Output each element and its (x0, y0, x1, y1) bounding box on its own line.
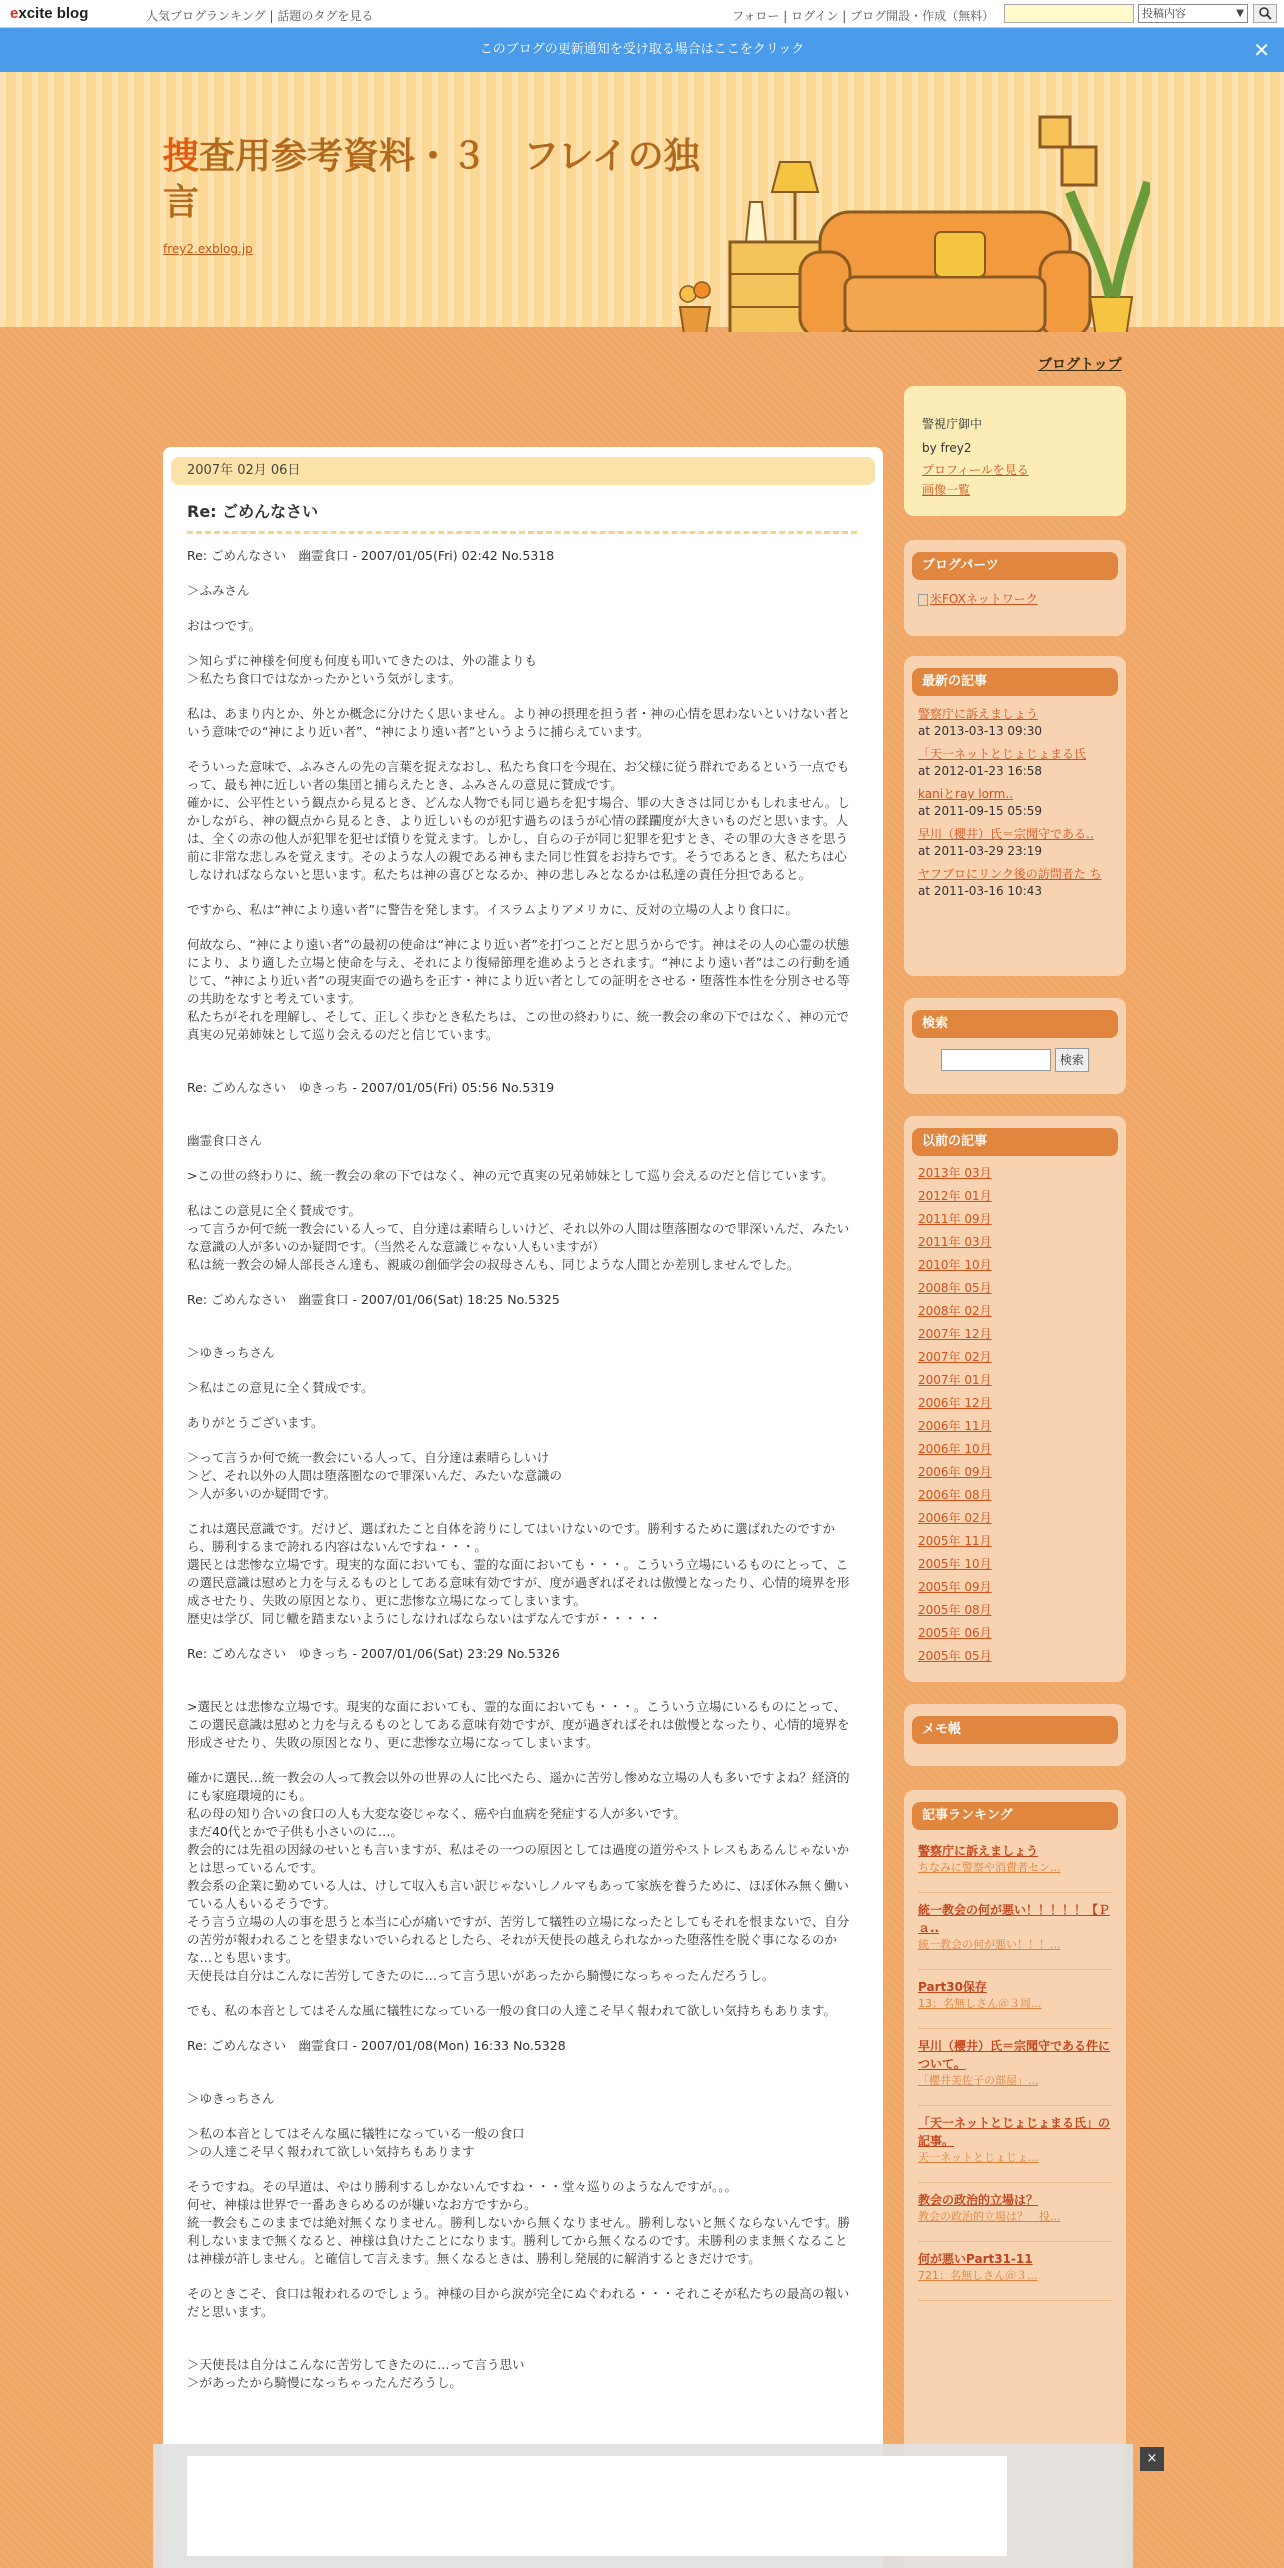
ranking-excerpt-link[interactable]: 統一教会の何が悪い！！！... (918, 1938, 1061, 1951)
ranking-excerpt-link[interactable]: 「櫻井美佐子の部屋」... (918, 2074, 1039, 2087)
post-paragraph: Re: ごめんなさい 幽霊食口 - 2007/01/05(Fri) 02:42 No.5318 (187, 548, 555, 563)
post-paragraph: ありがとうございます。 (187, 1415, 324, 1430)
blog-header (0, 72, 1284, 327)
archive-month-link[interactable]: 2006年 12月 (918, 1396, 992, 1410)
post-paragraph: でも、私の本音としてはそんな風に犠牲になっている一般の食口の人達こそ早く報われて欲しい気持ちもあります。 (187, 2003, 837, 2018)
update-notify-banner[interactable] (0, 28, 1284, 72)
blog-url-link[interactable]: frey2.exblog.jp (163, 242, 253, 256)
ranking-excerpt-link[interactable]: 13：名無しさん＠３周... (918, 1997, 1042, 2010)
post-paragraph: >選民とは悲惨な立場です。現実的な面においても、霊的な面においても・・・。こういう立場にいるものにとって、この選民意識は慰めと力を与えるものとしてある意味有効ですが、度が過ぎればそれは傲慢となったり、心情的境界を形成させたり、失敗の原因となり、更に悲惨な立場になってしまいます。 (187, 1699, 850, 1750)
ranking-title-link[interactable]: 警察庁に訴えましょう (918, 1844, 1039, 1858)
post-paragraph: 私は、あまり内とか、外とか概念に分けたく思いません。より神の摂理を担う者・神の心情を思わないといけない者という意味での“神により近い者”、“神により遠い者”というように捕らえています。 (187, 706, 851, 739)
search-heading: 検索 (912, 1010, 1118, 1038)
archive-month-link[interactable]: 2008年 02月 (918, 1304, 992, 1318)
post-paragraph: ＞知らずに神様を何度も何度も叩いてきたのは、外の誰よりも ＞私たち食口ではなかったかという気がします。 (187, 653, 538, 686)
post-paragraph: 幽霊食口さん (187, 1133, 263, 1148)
memo-heading: メモ帳 (912, 1716, 1118, 1744)
archive-month-link[interactable]: 2006年 11月 (918, 1419, 992, 1433)
sidebar-search-button[interactable]: 検索 (1055, 1048, 1089, 1072)
top-links: 人気ブログランキング | 話題のタグを見る (146, 9, 374, 23)
archive-month-link[interactable]: 2005年 10月 (918, 1557, 992, 1571)
archive-month-link[interactable]: 2005年 05月 (918, 1649, 992, 1663)
post-paragraph: ＞私の本音としてはそんな風に犠牲になっている一般の食口 ＞の人達こそ早く報われて欲しい気持ちもあります (187, 2126, 525, 2159)
recent-post-link[interactable]: 早川（櫻井）氏＝宗聞守である.. (918, 827, 1094, 841)
ad-slot[interactable] (187, 2456, 1007, 2556)
archive-month-link[interactable]: 2005年 09月 (918, 1580, 992, 1594)
archive-month-link[interactable]: 2005年 06月 (918, 1626, 992, 1640)
archive-month-link[interactable]: 2007年 12月 (918, 1327, 992, 1341)
post-container (163, 447, 883, 2568)
ranking-heading: 記事ランキング (912, 1802, 1118, 1830)
blog-parts-box (904, 540, 1126, 636)
sofa-illustration (670, 102, 1150, 332)
post-paragraph: ＞ゆきっちさん (187, 1345, 275, 1360)
ranking-item (918, 2242, 1112, 2301)
post-paragraph: Re: ごめんなさい ゆきっち - 2007/01/05(Fri) 05:56 No.5319 (187, 1080, 555, 1095)
notify-text[interactable]: このブログの更新通知を受け取る場合はここをクリック (479, 42, 805, 57)
post-paragraph: 何故なら、“神により遠い者”の最初の使命は“神により近い者”を打つことだと思うからです。神はその人の心霊の状態により、より適した立場と使命を与え、それにより復帰節理を進めようとされます。“神により遠い者”はこの行動を通じて、“神により近い者”の現実面での過ちを正す・神により近い者としての証明をさせる・堕落性本性を分別させる等の共助をなすと考えています。 私たちがそれを理解し、そして、正しく歩むとき私たちは、この世の終わりに、統一教会の傘の下ではなく、神の元で真実の兄弟姉妹として巡り会えるのだと信じています。 (187, 937, 850, 1042)
archive-month-link[interactable]: 2013年 03月 (918, 1166, 992, 1180)
post-paragraph: ＞ゆきっちさん (187, 2091, 275, 2106)
post-paragraph: Re: ごめんなさい 幽霊食口 - 2007/01/06(Sat) 18:25 No.5325 (187, 1292, 560, 1307)
ranking-item (918, 1970, 1112, 2029)
title-divider (187, 531, 857, 534)
ranking-item (918, 2106, 1112, 2183)
blog-top-link[interactable]: ブログトップ (1038, 357, 1122, 373)
recent-post-link[interactable]: 「天一ネットとじょじょまる氏 (918, 747, 1087, 761)
post-paragraph: ですから、私は“神により遠い者”に警告を発します。イスラムよりアメリカに、反対の立場の人より食口に。 (187, 902, 798, 917)
archive-month-link[interactable]: 2010年 10月 (918, 1258, 992, 1272)
post-body (187, 547, 857, 2409)
blog-title[interactable]: 捜査用参考資料・３ フレイの独言 (163, 136, 700, 223)
archive-month-link[interactable]: 2006年 09月 (918, 1465, 992, 1479)
archive-month-link[interactable]: 2006年 02月 (918, 1511, 992, 1525)
ranking-title-link[interactable]: 早川（櫻井）氏＝宗聞守である件について。 (918, 2039, 1111, 2071)
post-paragraph: そのときこそ、食口は報われるのでしょう。神様の目から涙が完全にぬぐわれる・・・それこそが私たちの最高の報いだと思います。 (187, 2286, 850, 2319)
recent-posts-heading: 最新の記事 (912, 668, 1118, 696)
archive-heading: 以前の記事 (912, 1128, 1118, 1156)
tags-link[interactable]: 話題のタグを見る (277, 9, 374, 23)
top-search-input[interactable] (1004, 4, 1134, 23)
recent-post-link[interactable]: 警察庁に訴えましょう (918, 707, 1039, 721)
ranking-title-link[interactable]: 統一教会の何が悪い！！！！！【Ｐａ.. (918, 1903, 1111, 1935)
archive-month-link[interactable]: 2006年 08月 (918, 1488, 992, 1502)
ranking-title-link[interactable]: 「天一ネットとじょじょまる氏」の記事。 (918, 2116, 1111, 2148)
follow-link[interactable]: フォロー (732, 9, 780, 23)
post-paragraph: 私はこの意見に全く賛成です。 って言うか何で統一教会にいる人って、自分達は素晴らしいけど、それ以外の人間は堕落圏なので罪深いんだ、みたいな意識の人が多いのか疑問です。（当然そんな意識じゃない人もいますが） 私は統一教会の婦人部長さん達も、親戚の創価学会の叔母さんも、同じような人間とか差別しませんでした。 (187, 1203, 850, 1272)
ranking-item (918, 1834, 1112, 1893)
chevron-down-icon: ▼ (1236, 8, 1244, 19)
excite-blog-logo[interactable]: excite blog (10, 5, 89, 22)
ranking-title-link[interactable]: Part30保存 (918, 1980, 987, 1994)
recent-post-date: at 2011-03-29 23:19 (918, 844, 1043, 858)
recent-post-date: at 2011-09-15 05:59 (918, 804, 1043, 818)
post-paragraph: Re: ごめんなさい ゆきっち - 2007/01/06(Sat) 23:29 No.5326 (187, 1646, 560, 1661)
recent-posts-box (904, 656, 1126, 976)
post-paragraph: ＞私はこの意見に全く賛成です。 (187, 1380, 374, 1395)
memo-box (904, 1704, 1126, 1766)
open-blog-link[interactable]: ブログ開設・作成（無料） (850, 9, 995, 23)
account-links: フォロー | ログイン | ブログ開設・作成（無料） (732, 9, 995, 23)
archive-box (904, 1116, 1126, 1682)
bottom-ad-overlay[interactable] (153, 2444, 1133, 2568)
archive-month-link[interactable]: 2012年 01月 (918, 1189, 992, 1203)
blog-parts-heading: ブログパーツ (912, 552, 1118, 580)
search-icon (1259, 7, 1272, 20)
broken-image-icon (918, 594, 928, 606)
archive-month-link[interactable]: 2007年 02月 (918, 1350, 992, 1364)
profile-box (904, 386, 1126, 516)
recent-post-date: at 2012-01-23 16:58 (918, 764, 1043, 778)
post-paragraph: そういった意味で、ふみさんの先の言葉を捉えなおし、私たち食口を今現在、お父様に従う群れであるという一点でもって、最も神に近しい者の集団と捕らえたとき、ふみさんの意見に賛成です。 確かに、公平性という観点から見るとき、どんな人物でも同じ過ちを犯す場合、罪の大きさは同じかもしれません。しかしながら、神の観点から見るとき、より近しいものが犯す過ちのほうが心情の蹂躙度が大きいものだと思います。人は、全くの赤の他人が犯罪を犯せば憤りを覚えます。しかし、自らの子が同じ犯罪を犯すとき、その罪の大きさを思う前に非常な悲しみを覚えます。そのような人の親である神もまた同じ性質をお持ちです。そうであるとき、私たちは心しなければならないと思います。私たちは神の喜びとなるか、神の悲しみとなるかは私達の責任分担であると。 (187, 759, 850, 882)
archive-month-link[interactable]: 2008年 05月 (918, 1281, 992, 1295)
fox-network-image-link[interactable]: 米FOXネットワーク (918, 590, 1112, 608)
post-paragraph: これは選民意識です。だけど、選ばれたこと自体を誇りにしてはいけないのです。勝利するために選ばれたのですから、勝利するまで誇れる内容はないんですね・・・。 選民とは悲惨な立場です。現実的な面においても、霊的な面においても・・・。こういう立場にいるものにとって、この選民意識は慰めと力を与えるものとしてある意味有効ですが、度が過ぎればそれは傲慢となったり、心情的境界を形成させたり、失敗の原因となり、更に悲惨な立場になってしまいます。 歴史は学び、同じ轍を踏まないようにしなければならないはずなんですが・・・・・ (187, 1521, 850, 1626)
profile-name: 警視庁御中 (922, 417, 983, 431)
archive-month-link[interactable]: 2005年 08月 (918, 1603, 992, 1617)
archive-month-link[interactable]: 2011年 09月 (918, 1212, 992, 1226)
ranking-item (918, 1893, 1112, 1970)
post-paragraph: おはつです。 (187, 618, 262, 633)
image-list-link[interactable]: 画像一覧 (922, 483, 971, 497)
sidebar-search-input[interactable] (941, 1049, 1051, 1071)
ranking-excerpt-link[interactable]: 721：名無しさん＠３... (918, 2269, 1038, 2282)
ranking-title-link[interactable]: 教会の政治的立場は？ (918, 2193, 1039, 2207)
post-paragraph: ＞って言うか何で統一教会にいる人って、自分達は素晴らしいけ ＞ど、それ以外の人間は堕落圏なので罪深いんだ、みたいな意識の ＞人が多いのか疑問です。 (187, 1450, 563, 1501)
recent-post-link[interactable]: ヤフブロにリンク後の訪問者た ち (918, 867, 1102, 881)
post-date: 2007年 02月 06日 (171, 457, 875, 485)
ranking-item (918, 2029, 1112, 2106)
close-icon[interactable]: ✕ (1253, 38, 1270, 62)
profile-author: by frey2 (922, 441, 972, 455)
excite-topbar (0, 0, 1284, 28)
ranking-item (918, 2183, 1112, 2242)
profile-link[interactable]: プロフィールを見る (922, 463, 1029, 477)
archive-month-link[interactable]: 2011年 03月 (918, 1235, 992, 1249)
ranking-title-link[interactable]: 何が悪いPart31-11 (918, 2252, 1033, 2266)
post-paragraph: >この世の終わりに、統一教会の傘の下ではなく、神の元で真実の兄弟姉妹として巡り会えるのだと信じています。 (187, 1168, 834, 1183)
ranking-link[interactable]: 人気ブログランキング (146, 9, 266, 23)
post-paragraph: 確かに選民…統一教会の人って教会以外の世界の人に比べたら、遥かに苦労し惨めな立場の人も多いですよね？経済的にも家庭環境的にも。 私の母の知り合いの食口の人も大変な姿じゃなく、癌や白血病を発症する人が多いです。 まだ40代とかで子供も小さいのに…。 教会的には先祖の因縁のせいとも言いますが、私はその一つの原因としては過度の道労やストレスもあるんじゃないかとは思っているんです。 教会系の企業に勤めている人は、けして収入も言い訳じゃないしノルマもあって家族を養うために、ほぼ休み無く働いている人もいるそうです。 そう言う立場の人の事を思うと本当に心が痛いですが、苦労して犠牲の立場になったとしてもそれを恨まないで、自分の苦労が報われることを望まないでいられるとしたら、それが天使長の越えられなかった堕落性を脱ぐ事になるのかな…とも思います。 天使長は自分はこんなに苦労してきたのに…って言う思いがあったから騎慢になっちゃったんだろうし。 (187, 1770, 850, 1983)
search-box (904, 998, 1126, 1094)
post-paragraph: Re: ごめんなさい 幽霊食口 - 2007/01/08(Mon) 16:33 No.5328 (187, 2038, 566, 2053)
search-scope-select[interactable]: 投稿内容 ▼ (1138, 4, 1248, 23)
post-title[interactable]: Re: ごめんなさい (187, 502, 319, 521)
top-search-button[interactable] (1253, 4, 1277, 23)
post-paragraph: そうですね。その早道は、やはり勝利するしかないんですね・・・堂々巡りのようなんですが。。。 何せ、神様は世界で一番あきらめるのが嫌いなお方ですから。 統一教会もこのままでは絶対無くなりません。勝利しないから無くなりません。勝利しないと無くならないんです。勝利しないままで無くなると、神様は負けたことになります。勝利してから無くなるのです。未勝利のまま無くなることは神様が許しません。と確信して言えます。無くなるときは、勝利し発展的に解消するときだけです。 (187, 2179, 851, 2266)
archive-month-link[interactable]: 2007年 01月 (918, 1373, 992, 1387)
post-paragraph: ＞ふみさん (187, 583, 250, 598)
login-link[interactable]: ログイン (791, 9, 839, 23)
recent-post-date: at 2011-03-16 10:43 (918, 884, 1043, 898)
ranking-excerpt-link[interactable]: 教会の政治的立場は？ 投... (918, 2210, 1061, 2223)
recent-post-date: at 2013-03-13 09:30 (918, 724, 1043, 738)
archive-month-link[interactable]: 2006年 10月 (918, 1442, 992, 1456)
ranking-excerpt-link[interactable]: 天一ネットとじょじょ... (918, 2151, 1039, 2164)
post-paragraph: ＞天使長は自分はこんなに苦労してきたのに…って言う思い ＞があったから騎慢になっちゃったんだろうし。 (187, 2357, 525, 2390)
ranking-excerpt-link[interactable]: ちなみに警察や消費者セン... (918, 1861, 1061, 1874)
archive-month-link[interactable]: 2005年 11月 (918, 1534, 992, 1548)
close-icon[interactable]: × (1140, 2447, 1164, 2471)
recent-post-link[interactable]: kaniとray lorm.. (918, 787, 1013, 801)
